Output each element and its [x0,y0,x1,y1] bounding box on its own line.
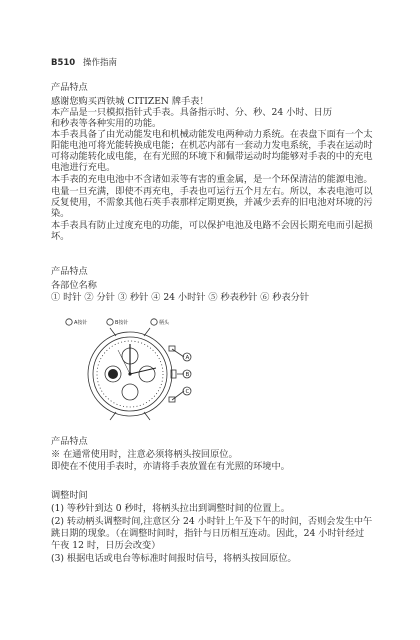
paragraph-line: 阳能电池可将光能转换成电能；在机芯内部有一套动力发电系统，手表在运动时 [51,140,373,151]
parts-subheading: 各部位名称 [51,280,97,291]
b-button-marker-icon [107,319,113,325]
subdial-bottom [122,384,138,400]
watch-diagram [60,316,210,428]
parts-list: ① 时针 ② 分针 ③ 秒针 ④ 24 小时针 ⑤ 秒表秒针 ⑥ 秒表分针 [51,292,310,303]
header-title: 操作指南 [82,58,117,68]
paragraph-line: 和秒表等各种实用的功能。 [51,118,162,129]
callout-a: A [185,355,190,361]
b-button-label: B按针 [115,320,129,326]
a-button-marker-icon [66,319,72,325]
paragraph-line: 电量一旦充满，即使不再充电，手表也可运行五个月左右。所以，本表电池可以 [51,186,373,197]
crown-marker-icon [151,319,157,325]
section-heading: 调整时间 [51,490,88,501]
step-line: (1) 等秒针到达 0 秒时，将柄头拉出到调整时间的位置上。 [51,503,290,514]
crown-label: 柄头 [159,320,170,326]
section-heading: 产品特点 [51,266,88,277]
minute-hand [130,368,156,374]
callout-b: B [185,372,190,378]
paragraph-line: 感谢您购买西铁城 CITIZEN 牌手表！ [51,96,209,107]
paragraph-line: 电池进行充电。 [51,162,116,173]
paragraph-line: 本手表具备了由光动能发电和机械动能发电两种动力系统。在表盘下面有一个太 [51,129,373,140]
section-heading: 产品特点 [51,82,88,93]
paragraph-line: 染。 [51,208,70,219]
paragraph-line: 本产品是一只模拟指针式手表。具备指示时、分、秒、24 小时、日历 [51,107,333,118]
step-line: 跳日期的现象。（在调整时间时，指针与日历相互连动。因此，24 小时针经过 [51,528,365,539]
paragraph-line: 本手表的充电电池中不含诸如汞等有害的重金属，是一个环保清洁的能源电池。 [51,174,373,185]
paragraph-line: 本手表具有防止过度充电的功能，可以保护电池及电路不会因长期充电而引起损 [51,220,373,231]
dark-subdial-fill [108,369,118,379]
b-button-icon [169,397,175,402]
a-button-label: A按针 [74,320,88,326]
paragraph-line: 反复使用，不需象其他石英手表那样定期更换，并减少丢弃的旧电池对环境的污 [51,197,373,208]
model-number: B510 [51,58,76,68]
notice-line: 即使在不使用手表时，亦请将手表放置在有光照的环境中。 [51,461,290,472]
paragraph-line: 可将动能转化成电能，在有光照的环境下和佩带运动时均能够对手表的中的充电 [51,151,373,162]
step-line: (3) 根据电话或电台等标准时间报时信号，将柄头按回原位。 [51,553,297,564]
paragraph-line: 坏。 [51,231,70,242]
section-heading: 产品特点 [51,436,88,447]
notice-line: ※ 在通常使用时，注意必须将柄头按回原位。 [51,449,238,460]
step-line: (2) 转动柄头调整时间,注意区分 24 小时针上午及下午的时间，否则会发生中午 [51,516,373,527]
step-line: 午夜 12 时，日历会改变） [51,540,161,551]
callout-c: C [185,389,190,395]
page-header [51,56,117,68]
